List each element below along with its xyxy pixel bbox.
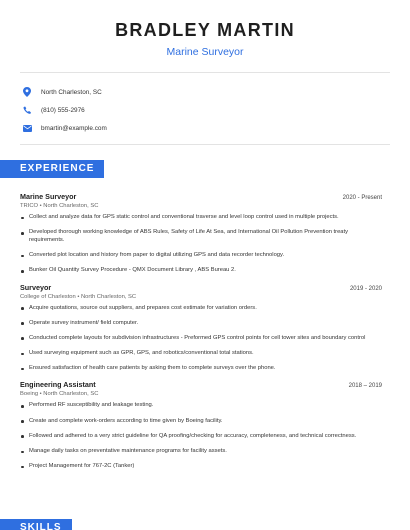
job-dates: 2020 - Present xyxy=(342,195,382,202)
job-bullet: Used surveying equipment such as GPR, GPS, and robotics/conventional total stations. xyxy=(20,350,382,358)
job-bullet: Ensured satisfaction of health care patients by asking them to complete surveys over the phone. xyxy=(20,365,382,373)
contact-location-text: North Charleston, SC xyxy=(41,88,102,96)
job-bullets xyxy=(20,305,382,373)
job-bullet: Manage daily tasks on preventative maintenance programs for facility assets. xyxy=(20,448,382,456)
phone-icon xyxy=(22,105,32,115)
candidate-name: BRADLEY MARTIN xyxy=(115,20,295,40)
location-pin-icon xyxy=(22,87,32,97)
job-bullet: Operate survey instrument/ field computer. xyxy=(20,320,382,328)
job-bullet: Converted plot location and history from paper to digital utilizing GPS and data recorder technology. xyxy=(20,252,382,260)
contact-email xyxy=(22,120,388,138)
job-dates: 2019 - 2020 xyxy=(349,285,382,292)
job-bullet: Create and complete work-orders according to time given by Boeing facility. xyxy=(20,418,382,426)
job-bullet: Developed thorough working knowledge of ABS Rules, Safety of Life At Sea, and International Oil Pollution Prevention treaty requirements. xyxy=(20,229,382,244)
job-entry xyxy=(0,283,410,373)
job-bullet: Followed and adhered to a very strict guideline for QA proofing/checking for accuracy, completeness, and technical correctness. xyxy=(20,433,382,441)
job-company: TRICO • North Charleston, SC xyxy=(20,203,99,210)
job-title: Marine Surveyor xyxy=(20,192,77,202)
divider xyxy=(20,144,390,145)
job-header xyxy=(20,380,382,389)
email-icon xyxy=(22,124,32,134)
contact-phone-text: (810) 555-2976 xyxy=(41,106,85,114)
contact-email-text: bmartin@example.com xyxy=(41,125,107,133)
job-dates: 2018 – 2019 xyxy=(348,383,382,390)
job-entry xyxy=(0,192,410,275)
job-bullet: Project Management for 767-2C (Tanker) xyxy=(20,463,382,471)
job-header xyxy=(20,283,382,292)
experience-list xyxy=(0,192,410,471)
job-company: Boeing • North Charleston, SC xyxy=(20,391,99,398)
section-heading-skills: SKILLS xyxy=(0,519,72,530)
job-bullet: Collect and analyze data for GPS static control and conventional traverse and level loop control used in multiple projects. xyxy=(20,214,382,222)
job-bullets xyxy=(20,402,382,470)
job-header xyxy=(20,192,382,201)
job-bullets xyxy=(20,214,382,275)
job-bullet: Acquire quotations, source out suppliers, and prepares cost estimate for variation orders. xyxy=(20,305,382,313)
contact-phone xyxy=(22,101,388,119)
contact-location xyxy=(22,83,388,101)
job-title: Surveyor xyxy=(20,282,52,292)
contact-list xyxy=(0,73,410,144)
job-bullet: Bunker Oil Quantity Survey Procedure - QMX Document Library , ABS Bureau 2. xyxy=(20,267,382,275)
job-title: Engineering Assistant xyxy=(20,380,96,390)
candidate-title: Marine Surveyor xyxy=(166,46,244,58)
job-bullet: Conducted complete layouts for subdivision infrastructures - Preformed GPS control points for cell tower sites and boundary control xyxy=(20,335,382,343)
job-bullet: Performed RF susceptibility and leakage testing. xyxy=(20,402,382,410)
job-company: College of Charleston • North Charleston, SC xyxy=(20,293,137,300)
job-entry xyxy=(0,380,410,470)
resume-header xyxy=(0,0,410,58)
section-heading-experience: EXPERIENCE xyxy=(0,160,104,178)
